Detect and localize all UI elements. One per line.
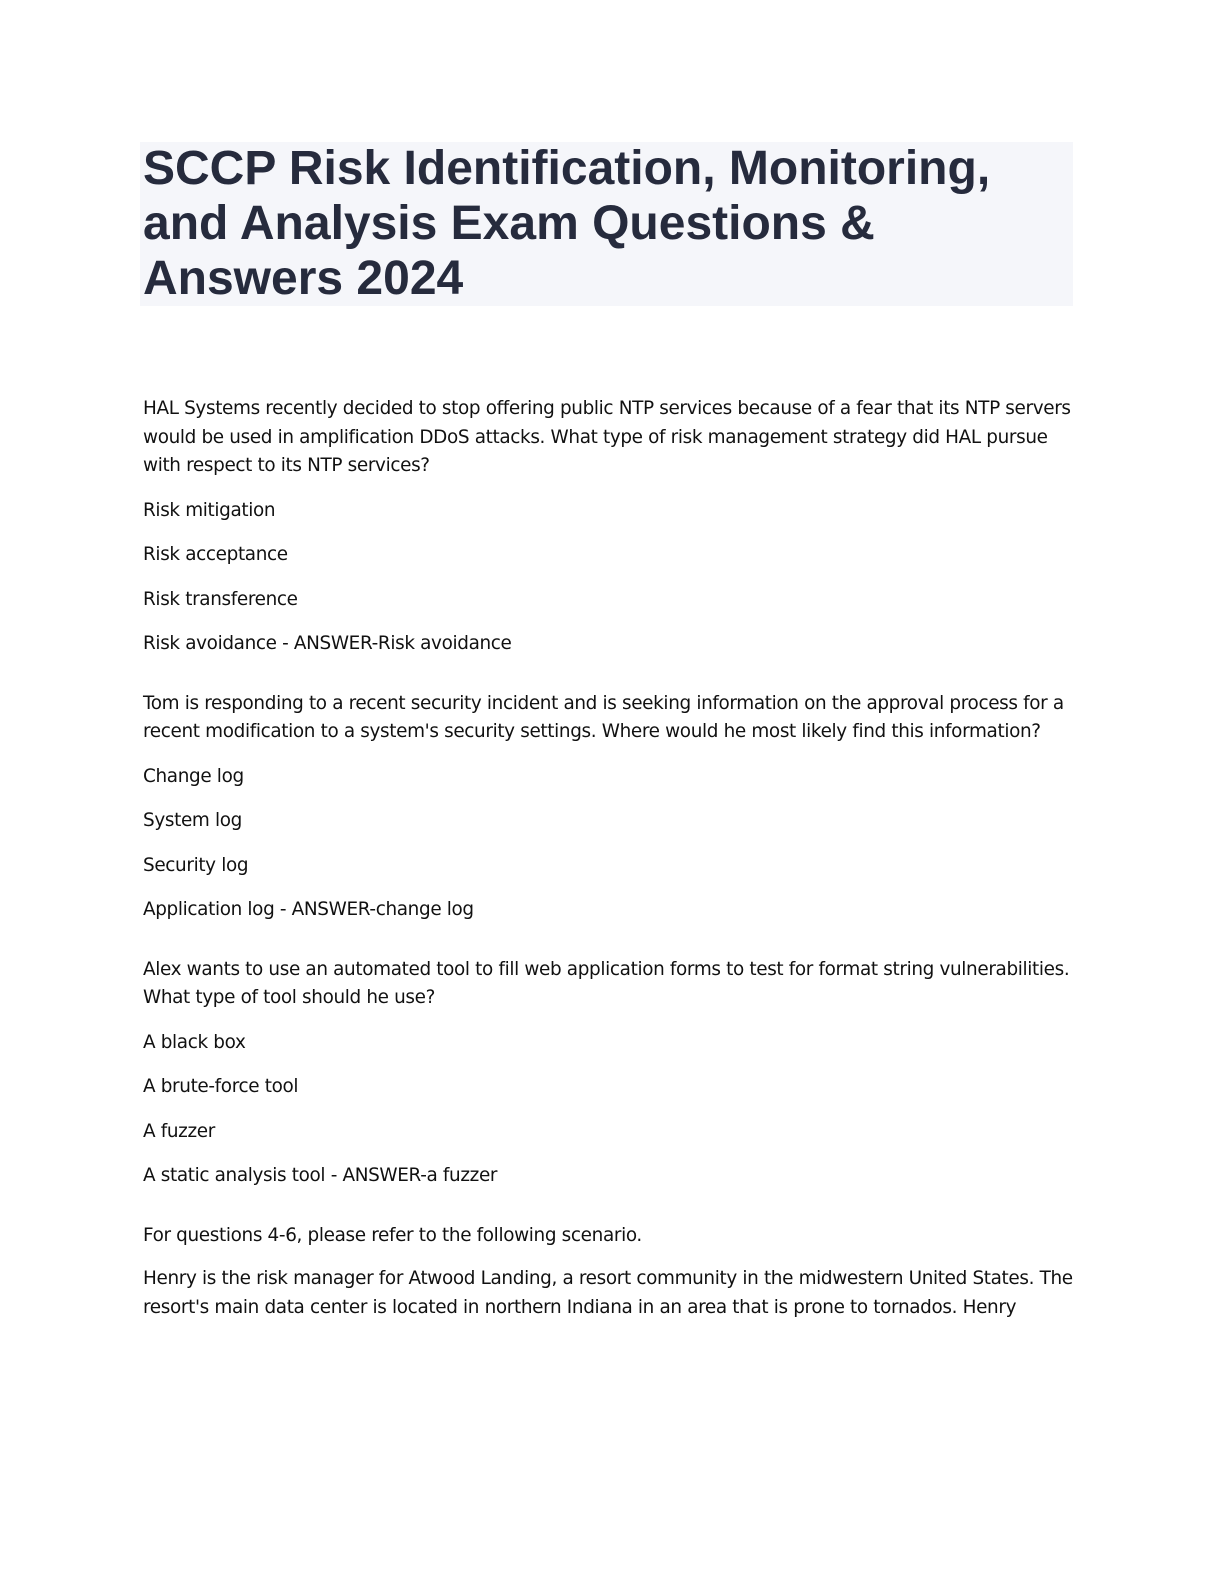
answer-option: Risk mitigation — [143, 499, 276, 521]
scenario-intro: For questions 4-6, please refer to the following scenario. — [143, 1224, 642, 1246]
question-text: Alex wants to use an automated tool to fill web application forms to test for format string vulnerabilities. What type of tool should he use? — [143, 958, 1070, 1008]
answer-option: Change log — [143, 765, 244, 787]
question-2 — [143, 690, 1078, 925]
question-1 — [143, 395, 1078, 659]
answer-option: Security log — [143, 854, 249, 876]
answer-option-with-answer: Risk avoidance - ANSWER-Risk avoidance — [143, 633, 512, 654]
answer-option-with-answer: A static analysis tool - ANSWER-a fuzzer — [143, 1165, 498, 1186]
answer-option: Risk acceptance — [143, 544, 288, 565]
question-text: Tom is responding to a recent security incident and is seeking information on the approval process for a recent modification to a system's security settings. Where would he most likely find this information? — [143, 692, 1064, 742]
document-body — [143, 395, 1078, 1353]
answer-option: A black box — [143, 1031, 246, 1053]
answer-option: A fuzzer — [143, 1120, 215, 1142]
document-title: SCCP Risk Identification, Monitoring, and Analysis Exam Questions & Answers 2024 — [143, 142, 991, 305]
answer-option-with-answer: Application log - ANSWER-change log — [143, 899, 474, 920]
answer-option: A brute-force tool — [143, 1076, 299, 1097]
question-3 — [143, 956, 1078, 1191]
scenario-text: Henry is the risk manager for Atwood Landing, a resort community in the midwestern United States. The resort's main data center is located in northern Indiana in an area that is prone to tornados. Henry — [143, 1268, 1073, 1318]
scenario-block — [143, 1222, 1078, 1323]
answer-option: Risk transference — [143, 588, 298, 610]
question-text: HAL Systems recently decided to stop offering public NTP services because of a fear that its NTP servers would be used in amplification DDoS attacks. What type of risk management strategy did HAL pursue with respect to its NTP services? — [143, 398, 1071, 476]
answer-option: System log — [143, 810, 242, 831]
